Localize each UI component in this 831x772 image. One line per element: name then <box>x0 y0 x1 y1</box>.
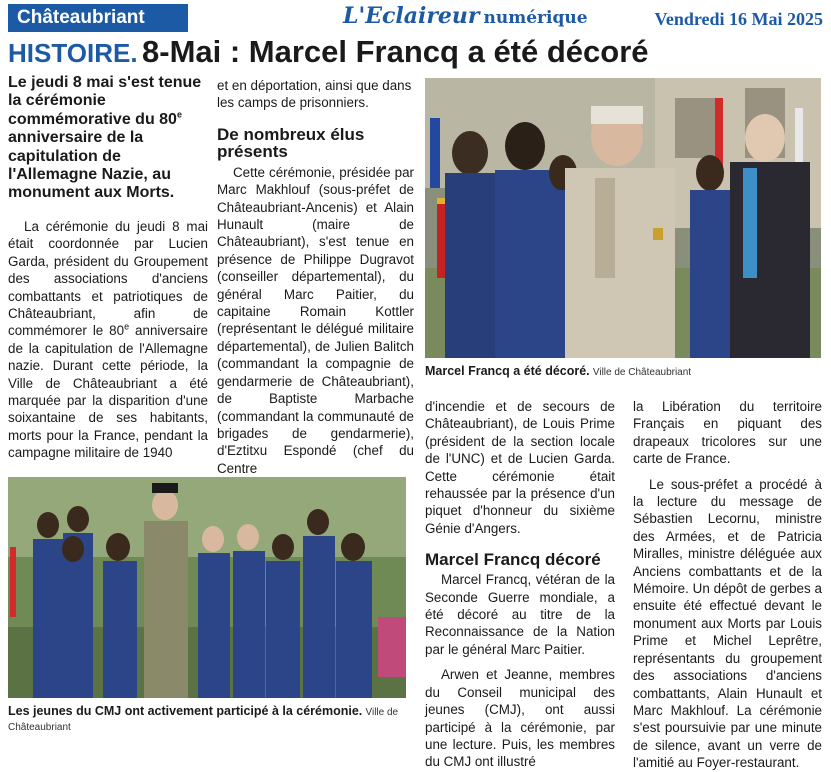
column-1 <box>8 218 208 462</box>
col3-paragraph-2: Arwen et Jeanne, membres du Conseil municipal des jeunes (CMJ), ont aussi participé à la cérémonie, par une lecture. Puis, les membres du CMJ ont illustré <box>425 667 615 770</box>
caption-top-text: Marcel Francq a été décoré. <box>425 364 590 378</box>
col4-paragraph: Le sous-préfet a procédé à la lecture du message de Sébastien Lecornu, ministre des Armées, et de Patricia Miralles, ministre déléguée aux Anciens combattants et de la Mémoire. Un dépôt de gerbes a ensuite été effectué devant le monument aux Morts par Louis Prime et Michel Leprêtre, représentants du groupement des associations d'anciens combattants, Alain Hunault et Marc Makhlouf. La cérémonie s'est poursuivie par une minute de silence, avant un verre de l'amitié au Foyer-restaurant. <box>633 476 822 771</box>
caption-top <box>425 364 825 380</box>
subhead-francq: Marcel Francq décoré <box>425 550 601 570</box>
lead-part2: anniversaire de la capitulation de l'Allemagne Nazie, au monument aux Morts. <box>8 129 175 202</box>
article-lead <box>8 74 208 203</box>
col2-paragraph: Cette cérémonie, présidée par Marc Makhlouf (sous-préfet de Châteaubriant-Ancenis) et Alain Hunault (maire de Châteaubriant), s'est tenue en présence de Philippe Dugravot (conseiller départemental), du général Marc Paitier, du capitaine Romain Kottler (représentant le délégué militaire départemental), de Julien Balitch (commandant la compagnie de gendarmerie de Châteaubriant), de Baptiste Marbache (commandant la communauté de brigades de gendarmerie), d'Eztitxu Espondé (chef du Centre <box>217 164 414 476</box>
headline-title: 8-Mai : Marcel Francq a été décoré <box>142 34 649 69</box>
col1-paragraph <box>8 218 208 462</box>
column-2 <box>217 77 414 477</box>
caption-top-credit: Ville de Châteaubriant <box>592 367 692 378</box>
headline <box>8 34 828 70</box>
col1-text-b: anniversaire de la capitulation de l'Allemagne nazie. Durant cette période, la Ville de Châteaubriant a été marquée par la disparition d'une soixantaine de ses habitants, morts pour la France, pendant la campagne militaire de 1940 <box>8 323 209 461</box>
brand-sub: numérique <box>483 8 588 28</box>
lead-sup: e <box>176 109 182 120</box>
col2-continuation: et en déportation, ainsi que dans les camps de prisonniers. <box>217 78 412 111</box>
headline-kicker: HISTOIRE. <box>8 38 138 68</box>
subhead-elus: De nombreux élus présents <box>217 124 365 161</box>
col4-continuation: la Libération du territoire Français en piquant des drapeaux tricolores sur une carte de France. <box>633 399 822 467</box>
brand-name: L'Eclaireur <box>343 3 480 29</box>
issue-date: Vendredi 16 Mai 2025 <box>654 9 823 29</box>
caption-bottom-credit: Ville de Châteaubriant <box>8 707 399 733</box>
col1-sup: e <box>124 321 130 332</box>
column-3 <box>425 398 615 771</box>
lead-part1: Le jeudi 8 mai s'est tenue la cérémonie commémorative du 80 <box>8 74 202 128</box>
column-4 <box>633 398 822 772</box>
newspaper-logo <box>343 3 588 29</box>
cmj-photo-graphic <box>8 477 406 698</box>
caption-bottom <box>8 704 408 735</box>
photo-cmj <box>8 477 406 698</box>
caption-bottom-text: Les jeunes du CMJ ont activement participé à la cérémonie. <box>8 704 363 718</box>
section-tag: Châteaubriant <box>8 4 188 32</box>
col1-text-a: La cérémonie du jeudi 8 mai était coordonnée par Lucien Garda, président du Groupement des associations d'anciens combattants et patriotiques de Châteaubriant, afin de commémorer le 80 <box>8 219 208 339</box>
photo-veteran <box>425 78 821 358</box>
veteran-photo-graphic <box>425 78 821 358</box>
col3-paragraph-1: Marcel Francq, vétéran de la Seconde Guerre mondiale, a été décoré au titre de la Reconnaissance de la Nation par le général Marc Paitier. <box>425 572 615 657</box>
col3-continuation: d'incendie et de secours de Châteaubriant), de Louis Prime (président de la section locale de l'UNC) et de Lucien Garda. Cette cérémonie était rehaussée par la présence d'un piquet d'honneur du sixième Génie d'Angers. <box>425 399 615 536</box>
